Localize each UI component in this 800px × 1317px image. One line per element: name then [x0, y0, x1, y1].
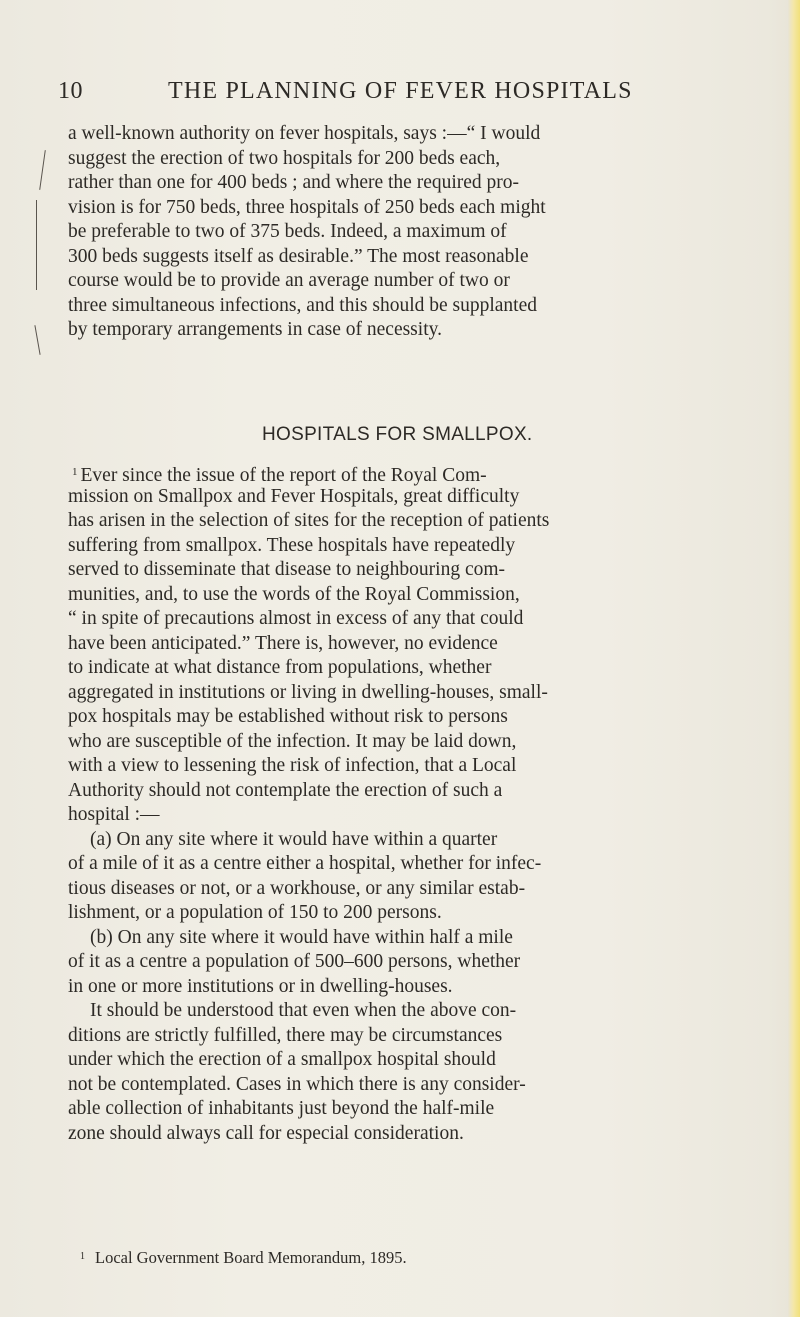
text-line: lishment, or a population of 150 to 200 persons. — [68, 902, 442, 923]
text-line: 300 beds suggests itself as desirable.” The most reasonable — [68, 245, 529, 267]
text-line: Authority should not contemplate the erection of such a — [68, 779, 503, 801]
text-line: (b) On any site where it would have within half a mile — [90, 926, 513, 948]
footnote-text: Local Government Board Memorandum, 1895. — [95, 1248, 407, 1267]
text-line: of it as a centre a population of 500–600 persons, whether — [68, 951, 521, 972]
smallpox-section-body — [68, 460, 768, 1146]
text-line: have been anticipated.” There is, however, no evidence — [68, 632, 498, 654]
text-line — [68, 460, 768, 485]
text-line-content: Ever since the issue of the report of the Royal Com- — [80, 465, 487, 486]
text-line: of a mile of it as a centre either a hospital, whether for infec- — [68, 853, 542, 874]
text-line: under which the erection of a smallpox hospital should — [68, 1049, 496, 1070]
text-line: suffering from smallpox. These hospitals have repeatedly — [68, 534, 516, 556]
margin-pencil-mark — [39, 150, 46, 190]
text-line: a well-known authority on fever hospitals, says :—“ I would — [68, 123, 541, 144]
footnote-number: 1 — [80, 1251, 85, 1262]
footnote-marker: 1 — [72, 466, 78, 478]
text-line: (a) On any site where it would have within a quarter — [90, 828, 498, 850]
continuation-paragraph — [68, 122, 768, 343]
text-line: vision is for 750 beds, three hospitals of 250 beds each might — [68, 196, 546, 218]
text-line: It should be understood that even when the above con- — [90, 1000, 517, 1021]
text-line: three simultaneous infections, and this should be supplanted — [68, 294, 537, 316]
text-line: served to disseminate that disease to neighbouring com- — [68, 559, 506, 580]
margin-pencil-mark — [34, 325, 40, 355]
text-line: “ in spite of precautions almost in excess of any that could — [68, 608, 524, 629]
text-line: has arisen in the selection of sites for the reception of patients — [68, 510, 550, 531]
text-line: who are susceptible of the infection. It may be laid down, — [68, 730, 517, 752]
page-edge — [788, 0, 800, 1317]
text-line: zone should always call for especial consideration. — [68, 1122, 464, 1144]
text-line: pox hospitals may be established without risk to persons — [68, 706, 508, 727]
section-heading: HOSPITALS FOR SMALLPOX. — [262, 424, 533, 445]
text-line: aggregated in institutions or living in dwelling-houses, small- — [68, 681, 548, 703]
running-title: THE PLANNING OF FEVER HOSPITALS — [168, 78, 633, 104]
text-line: mission on Smallpox and Fever Hospitals, great difficulty — [68, 485, 520, 507]
text-line: rather than one for 400 beds ; and where the required pro- — [68, 172, 520, 193]
footnote — [80, 1248, 407, 1268]
text-line: be preferable to two of 375 beds. Indeed, a maximum of — [68, 221, 507, 242]
text-line: not be contemplated. Cases in which there is any consider- — [68, 1073, 526, 1095]
text-line: hospital :— — [68, 804, 160, 825]
text-line: tious diseases or not, or a workhouse, or any similar estab- — [68, 877, 526, 899]
text-line: munities, and, to use the words of the Royal Commission, — [68, 583, 520, 605]
text-line: course would be to provide an average number of two or — [68, 270, 510, 291]
page-number: 10 — [58, 78, 83, 104]
text-line: in one or more institutions or in dwelling-houses. — [68, 975, 453, 997]
text-line: ditions are strictly fulfilled, there may be circumstances — [68, 1024, 503, 1046]
text-line: suggest the erection of two hospitals for 200 beds each, — [68, 147, 501, 169]
text-line: to indicate at what distance from populations, whether — [68, 657, 492, 678]
text-line: by temporary arrangements in case of necessity. — [68, 319, 442, 340]
text-line: with a view to lessening the risk of infection, that a Local — [68, 755, 517, 776]
margin-pencil-mark — [36, 200, 37, 290]
text-line: able collection of inhabitants just beyond the half-mile — [68, 1098, 495, 1119]
page-header — [58, 78, 758, 112]
